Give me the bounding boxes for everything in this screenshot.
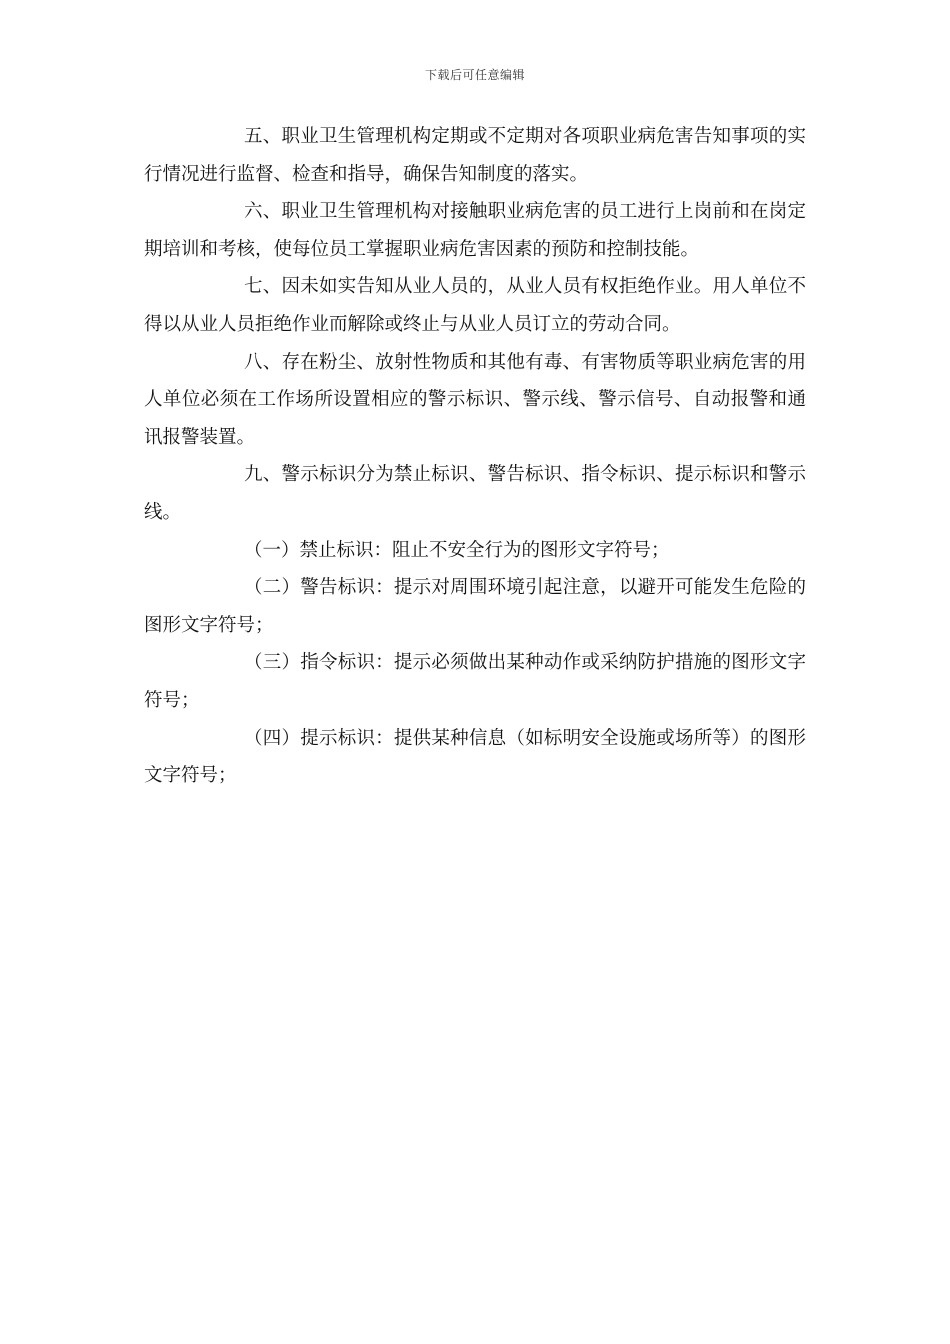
paragraph-7: 七、因未如实告知从业人员的，从业人员有权拒绝作业。用人单位不得以从业人员拒绝作业而解除或终止与从业人员订立的劳动合同。 bbox=[144, 276, 806, 335]
sub-item-warning: （二）警告标识：提示对周围环境引起注意，以避开可能发生危险的图形文字符号； bbox=[144, 577, 806, 636]
paragraph-5: 五、职业卫生管理机构定期或不定期对各项职业病危害告知事项的实行情况进行监督、检查和指导，确保告知制度的落实。 bbox=[144, 126, 806, 185]
sub-item-mandatory: （三）指令标识：提示必须做出某种动作或采纳防护措施的图形文字符号； bbox=[144, 652, 806, 711]
paragraph-6: 六、职业卫生管理机构对接触职业病危害的员工进行上岗前和在岗定期培训和考核，使每位员工掌握职业病危害因素的预防和控制技能。 bbox=[144, 201, 806, 260]
page-header: 下载后可任意编辑 bbox=[424, 68, 525, 82]
document-body bbox=[144, 118, 806, 795]
paragraph-8: 八、存在粉尘、放射性物质和其他有毒、有害物质等职业病危害的用人单位必须在工作场所设置相应的警示标识、警示线、警示信号、自动报警和通讯报警装置。 bbox=[144, 351, 806, 448]
sub-item-information: （四）提示标识：提供某种信息（如标明安全设施或场所等）的图形文字符号； bbox=[144, 727, 806, 787]
paragraph-9: 九、警示标识分为禁止标识、警告标识、指令标识、提示标识和警示线。 bbox=[144, 464, 806, 523]
sub-item-prohibition: （一）禁止标识：阻止不安全行为的图形文字符号； bbox=[244, 539, 670, 561]
